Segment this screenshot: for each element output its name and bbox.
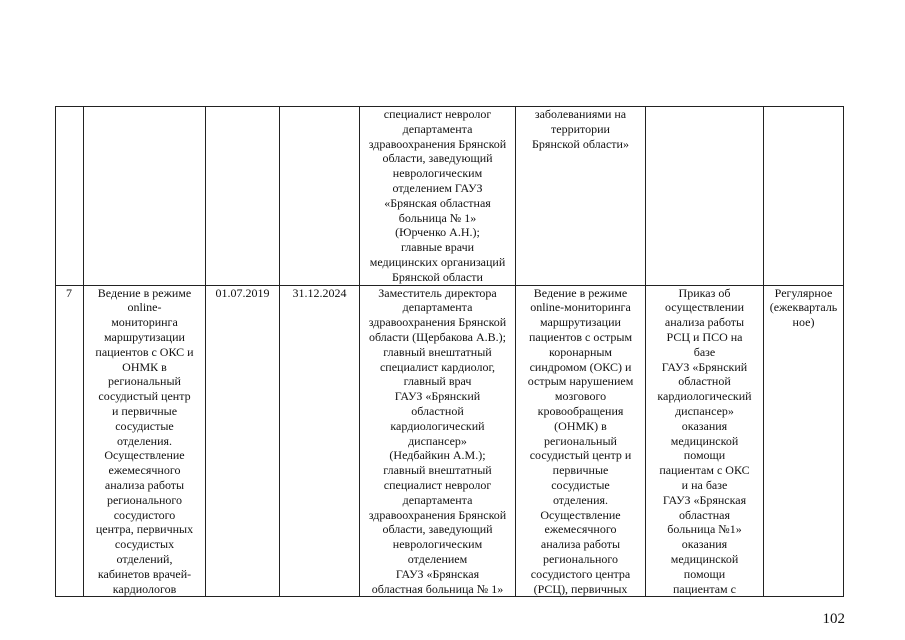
responsible-text: специалист невролог департамента здравоохранения Брянской области, заведующий неврологическим отделением ГАУЗ «Брянская областная больница № 1» (Юрченко А.Н.); главные врачи медицинских организаций Брянской области [368, 107, 507, 284]
result-cell [516, 285, 646, 597]
page-number: 102 [822, 611, 845, 627]
periodicity-cell [764, 107, 844, 286]
periodicity-text: Регулярное (ежекварталь ное) [769, 285, 838, 330]
number-cell [56, 285, 84, 597]
responsible-cell [360, 285, 516, 597]
start-date-cell [206, 107, 280, 286]
end-date-cell [280, 107, 360, 286]
number-cell [56, 107, 84, 286]
table-row [56, 285, 844, 597]
activity-text: Ведение в режиме online- мониторинга маршрутизации пациентов с ОКС и ОНМК в региональный сосудистый центр и первичные сосудистые отделения. Осуществление ежемесячного анализа работы регионального сосудистого центра, первичных сосудистых отделений, кабинетов врачей- кардиологов [95, 285, 194, 596]
result-text: заболеваниями на территории Брянской области» [532, 107, 629, 151]
row-number: 7 [66, 285, 72, 300]
responsible-cell [360, 107, 516, 286]
table-row [56, 107, 844, 286]
start-date-cell [206, 285, 280, 597]
start-date: 01.07.2019 [215, 285, 270, 300]
end-date-cell [280, 285, 360, 597]
responsible-text: Заместитель директора департамента здравоохранения Брянской области (Щербакова А.В.); главный внештатный специалист кардиолог, главный врач ГАУЗ «Брянский областной кардиологический диспансер» (Недбайкин А.М.); главный внештатный специалист невролог департамента здравоохранения Брянской области, заведующий неврологическим отделением ГАУЗ «Брянская областная больница № 1» [368, 285, 507, 596]
document-cell [646, 285, 764, 597]
activity-table [55, 106, 844, 597]
activity-cell [84, 285, 206, 597]
result-cell [516, 107, 646, 286]
document-cell [646, 107, 764, 286]
document-text: Приказ об осуществлении анализа работы РСЦ и ПСО на базе ГАУЗ «Брянский областной кардиологический диспансер» оказания медицинской помощи пациентам с ОКС и на базе ГАУЗ «Брянская областная больница №1» оказания медицинской помощи пациентам с [657, 285, 752, 596]
end-date: 31.12.2024 [292, 285, 347, 300]
activity-cell [84, 107, 206, 286]
result-text: Ведение в режиме online-мониторинга маршрутизации пациентов с острым коронарным синдромом (ОКС) и острым нарушением мозгового кровообращения (ОНМК) в региональный сосудистый центр и первичные сосудистые отделения. Осуществление ежемесячного анализа работы регионального сосудистого центра (РСЦ), первичных [527, 285, 634, 596]
periodicity-cell [764, 285, 844, 597]
